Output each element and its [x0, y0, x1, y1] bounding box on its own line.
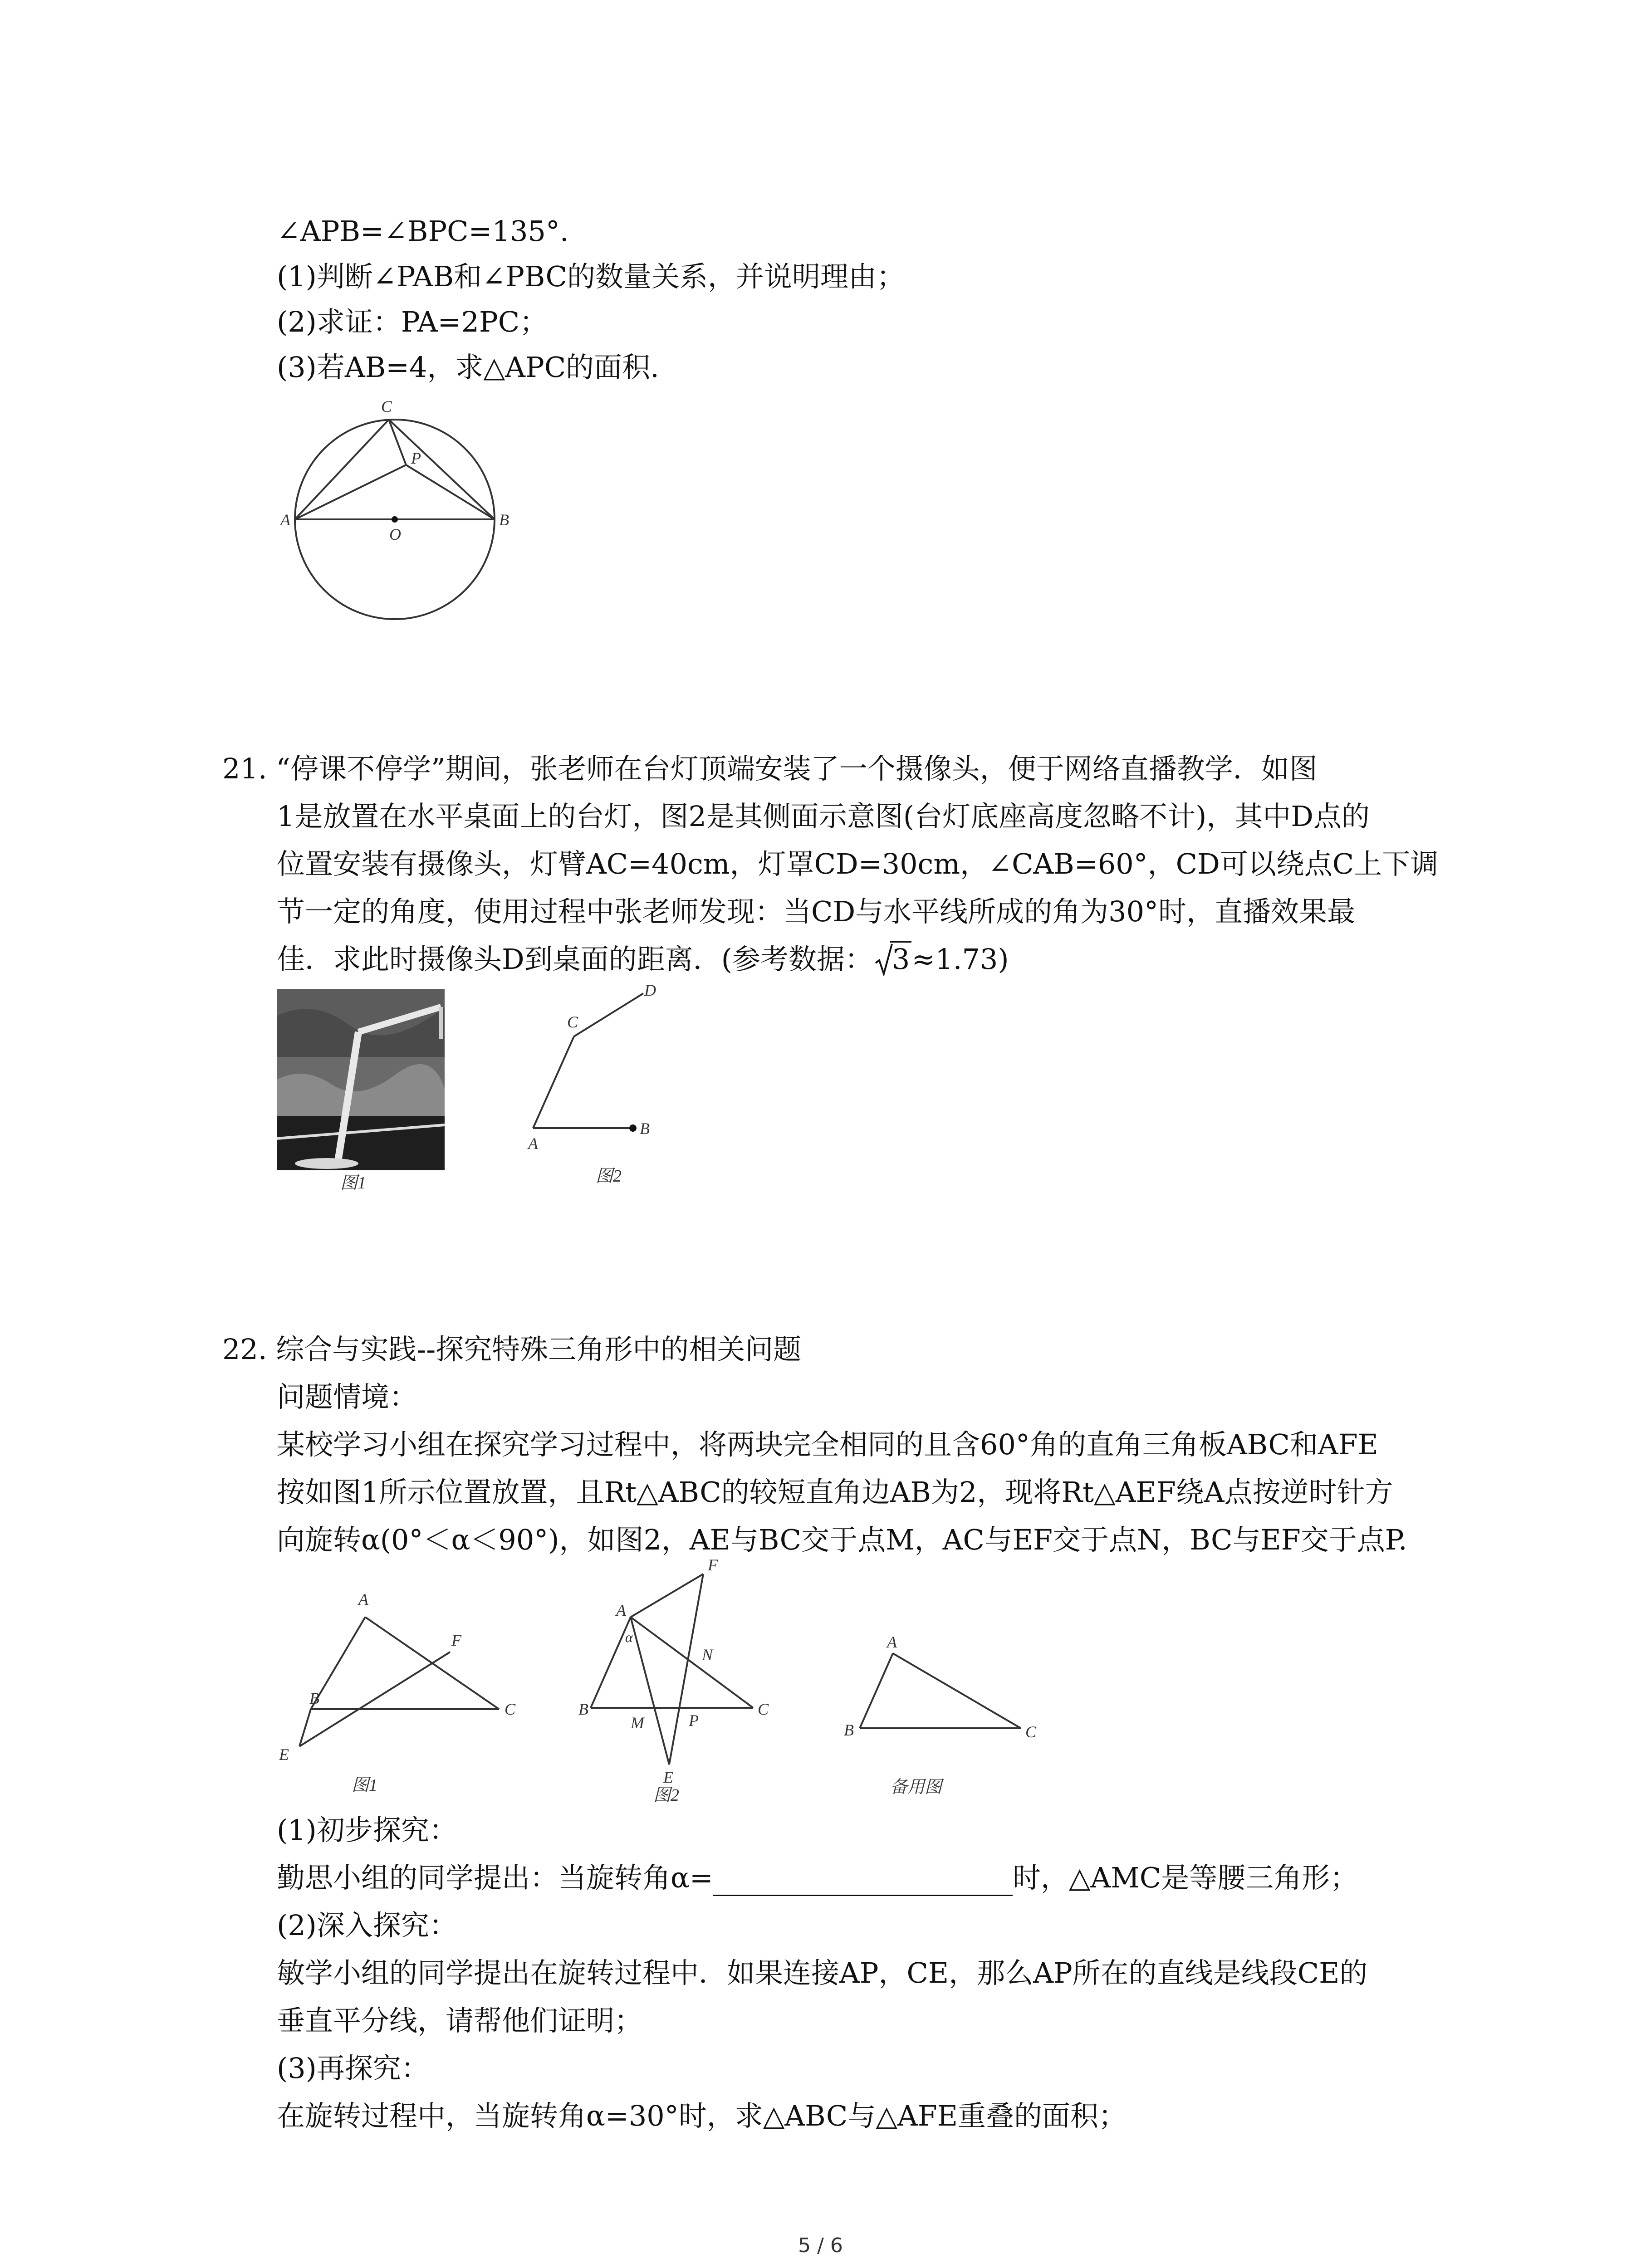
q21-line-5-text: 佳．求此时摄像头D到桌面的距离．(参考数据：: [277, 943, 873, 976]
q22-f3-caption: 备用图: [890, 1778, 942, 1797]
q22-f2-label-b: B: [578, 1700, 588, 1718]
q21-caption-fig1: 图1: [340, 1173, 367, 1193]
lamp-photo: [277, 989, 445, 1170]
q21-label-b: B: [640, 1119, 650, 1138]
q20-label-p: P: [411, 449, 421, 467]
q21-line-3: 位置安装有摄像头，灯臂AC=40cm，灯罩CD=30cm，∠CAB=60°，CD可以绕点C上下调: [277, 847, 1439, 880]
q20-circle-figure: [272, 390, 526, 626]
q20-line-3: (2)求证：PA=2PC；: [277, 305, 548, 338]
q22-part2-line-2: 垂直平分线，请帮他们证明；: [277, 2004, 643, 2037]
q22-f2-label-alpha: α: [625, 1629, 633, 1645]
q21-line-1: 21. “停课不停学”期间，张老师在台灯顶端安装了一个摄像头，便于网络直播教学．如图: [222, 752, 1318, 785]
q22-f1-label-e: E: [279, 1745, 289, 1764]
q22-part2-title: (2)深入探究：: [277, 1909, 457, 1942]
q22-part1-line: [277, 1860, 1358, 1896]
q21-label-d: D: [644, 982, 656, 999]
q21-caption-fig1-wrap: [336, 1168, 381, 1195]
q22-f2-label-n: N: [702, 1646, 713, 1664]
q22-line-1: 22. 综合与实践--探究特殊三角形中的相关问题: [222, 1333, 802, 1366]
q22-f2-label-c: C: [758, 1700, 769, 1718]
q22-f3-label-c: C: [1025, 1723, 1037, 1741]
q22-part2-line-1: 敏学小组的同学提出在旋转过程中．如果连接AP，CE，那么AP所在的直线是线段CE的: [277, 1956, 1368, 1989]
q22-f1-label-b: B: [309, 1689, 319, 1707]
q21-approx: ≈1.73): [911, 943, 1009, 976]
q22-part3-title: (3)再探究：: [277, 2052, 429, 2085]
q22-f1-label-a: A: [358, 1590, 368, 1608]
q21-figure2: [513, 982, 694, 1195]
q20-line-1: ∠APB=∠BPC=135°.: [277, 215, 569, 248]
q22-f3-label-b: B: [844, 1721, 854, 1739]
q22-f2-label-p: P: [689, 1711, 699, 1730]
q22-figure1: [272, 1574, 526, 1801]
answer-blank[interactable]: [713, 1867, 1013, 1896]
q21-line-5: [277, 941, 1009, 978]
q22-f2-label-a: A: [616, 1601, 626, 1619]
q22-line-5: 向旋转α(0°＜α＜90°)，如图2，AE与BC交于点M，AC与EF交于点N，BC与EF交于点P.: [277, 1523, 1407, 1556]
sqrt-radicand: 3: [890, 941, 911, 976]
q22-f2-label-e: E: [663, 1768, 673, 1786]
q22-f3-label-a: A: [887, 1633, 897, 1651]
q22-line-2: 问题情境：: [277, 1380, 418, 1413]
q20-label-a: A: [280, 511, 290, 529]
q22-part3-line: 在旋转过程中，当旋转角α=30°时，求△ABC与△AFE重叠的面积；: [277, 2099, 1127, 2132]
q22-spare-figure: [826, 1633, 1043, 1805]
q21-label-a: A: [528, 1134, 538, 1153]
q20-label-b: B: [499, 511, 509, 529]
q22-f1-label-c: C: [505, 1700, 516, 1718]
q21-label-c: C: [567, 1013, 578, 1031]
q22-f1-caption: 图1: [352, 1776, 378, 1795]
q20-label-o: O: [389, 525, 401, 543]
q20-line-2: (1)判断∠PAB和∠PBC的数量关系，并说明理由；: [277, 260, 905, 293]
q22-line-4: 按如图1所示位置放置，且Rt△ABC的较短直角边AB为2，现将Rt△AEF绕A点按逆时针方: [277, 1476, 1393, 1509]
q21-line-2: 1是放置在水平桌面上的台灯，图2是其侧面示意图(台灯底座高度忽略不计)，其中D点的: [277, 800, 1370, 833]
q22-part1-prefix: 勤思小组的同学提出：当旋转角α=: [277, 1861, 713, 1894]
q20-label-c: C: [381, 397, 392, 415]
q22-line-3: 某校学习小组在探究学习过程中，将两块完全相同的且含60°角的直角三角板ABC和AFE: [277, 1428, 1378, 1461]
q21-caption-fig2: 图2: [596, 1167, 622, 1186]
q22-figure2: [563, 1551, 780, 1805]
q22-f2-label-m: M: [631, 1714, 644, 1732]
q22-f1-label-f: F: [451, 1631, 461, 1649]
q22-f2-label-f: F: [708, 1556, 718, 1574]
q22-part1-title: (1)初步探究：: [277, 1813, 457, 1847]
q21-line-4: 节一定的角度，使用过程中张老师发现：当CD与水平线所成的角为30°时，直播效果最: [277, 895, 1356, 928]
q22-f2-caption: 图2: [653, 1786, 680, 1805]
page-number: 5 / 6: [798, 2234, 843, 2257]
q22-part1-suffix: 时，△AMC是等腰三角形；: [1012, 1861, 1358, 1894]
sqrt-symbol: [875, 941, 911, 978]
q20-line-4: (3)若AB=4，求△APC的面积.: [277, 351, 659, 384]
